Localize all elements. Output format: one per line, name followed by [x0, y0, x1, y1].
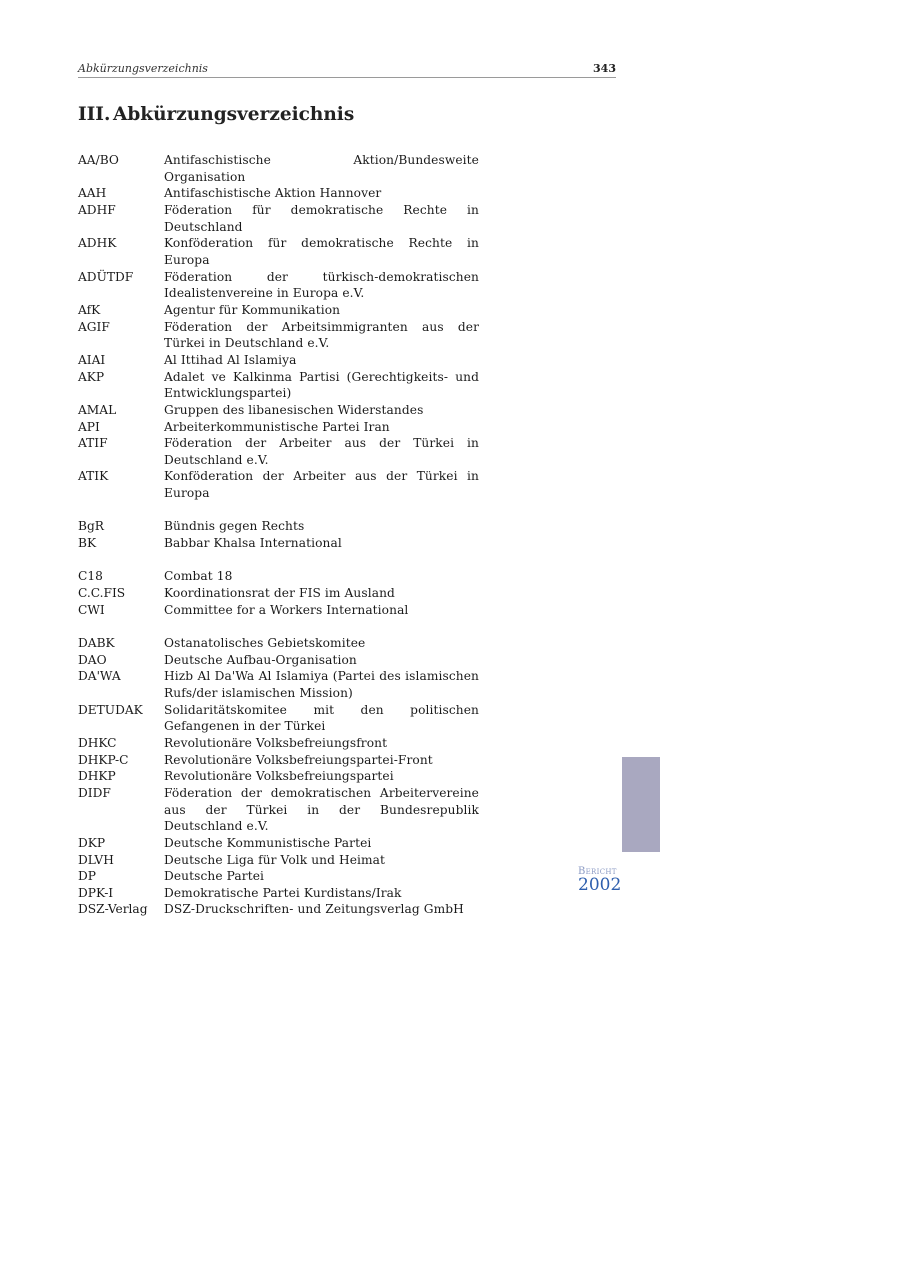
abbreviation-entry: [78, 901, 498, 918]
abbreviation-entry: [78, 752, 498, 769]
definition: Bündnis gegen Rechts: [164, 519, 305, 534]
abbreviation: AGIF: [78, 319, 110, 334]
definition: Arbeiterkommunistische Partei Iran: [164, 419, 390, 434]
chapter-numeral: III.: [78, 104, 111, 125]
logo-word: Bericht: [578, 866, 617, 877]
abbreviation: BgR: [78, 519, 104, 534]
definition: Agentur für Kommunikation: [164, 302, 341, 317]
abbreviation: DHKP-C: [78, 752, 129, 767]
abbreviation-entry: [78, 235, 498, 268]
abbreviation: C18: [78, 569, 103, 584]
abbreviation-entry: [78, 868, 498, 885]
definition: Revolutionäre Volksbefreiungspartei: [164, 769, 394, 784]
definition: Adalet ve Kalkinma Partisi (Gerechtigkeits- und Entwicklungspartei): [164, 369, 479, 401]
page-number: 343: [593, 62, 616, 75]
abbreviation: AIAI: [78, 352, 106, 367]
abbreviation-entry: [78, 702, 498, 735]
abbreviation: DIDF: [78, 785, 111, 800]
definition: Konföderation für demokratische Rechte in Europa: [164, 236, 479, 267]
definition: Antifaschistische Aktion/Bundesweite Organisation: [164, 153, 479, 184]
definition: Revolutionäre Volksbefreiungsfront: [164, 735, 388, 750]
abbreviation: DA'WA: [78, 669, 121, 684]
abbreviation-entry: [78, 419, 498, 436]
definition: Antifaschistische Aktion Hannover: [164, 186, 382, 201]
abbreviation-entry: [78, 652, 498, 669]
abbreviation-entry: [78, 835, 498, 852]
abbreviation-entry: [78, 735, 498, 752]
chapter-marker-bar: [622, 757, 660, 852]
definition: Hizb Al Da'Wa Al Islamiya (Partei des islamischen Rufs/der islamischen Mission): [164, 669, 479, 700]
abbreviation: ATIK: [78, 469, 109, 484]
definition: Föderation der Arbeiter aus der Türkei in Deutschland e.V.: [164, 436, 479, 467]
abbreviation: DHKC: [78, 735, 117, 750]
abbreviation: ADÜTDF: [78, 269, 134, 284]
definition: DSZ-Druckschriften- und Zeitungsverlag GmbH: [164, 902, 464, 917]
abbreviation-entry: [78, 885, 498, 902]
abbreviation-entry: [78, 369, 498, 402]
abbreviation-entry: [78, 568, 498, 585]
abbreviation: AMAL: [78, 402, 117, 417]
chapter-title: [78, 103, 354, 127]
abbreviation: AAH: [78, 186, 107, 201]
group-gap: [78, 502, 498, 519]
definition: Deutsche Kommunistische Partei: [164, 835, 372, 850]
chapter-title-text: Abkürzungsverzeichnis: [113, 104, 355, 125]
definition: Solidaritätskomitee mit den politischen Gefangenen in der Türkei: [164, 702, 479, 734]
definition: Deutsche Aufbau-Organisation: [164, 652, 357, 667]
abbreviation: CWI: [78, 602, 105, 617]
definition: Deutsche Liga für Volk und Heimat: [164, 852, 386, 867]
abbreviation-entry: [78, 602, 498, 619]
logo-year: 2002: [578, 875, 622, 895]
definition: Committee for a Workers International: [164, 602, 409, 617]
abbreviation-entry: [78, 535, 498, 552]
abbreviation-entry: [78, 352, 498, 369]
running-title: Abkürzungsverzeichnis: [78, 62, 208, 75]
definition: Koordinationsrat der FIS im Ausland: [164, 586, 395, 601]
group-gap: [78, 552, 498, 569]
running-head: [78, 62, 616, 78]
abbreviation: DPK-I: [78, 885, 114, 900]
abbreviation-entry: [78, 768, 498, 785]
abbreviation: ATIF: [78, 436, 108, 451]
abbreviation-entry: [78, 668, 498, 701]
definition: Konföderation der Arbeiter aus der Türkei in Europa: [164, 469, 479, 501]
abbreviation-entry: [78, 319, 498, 352]
abbreviation-entry: [78, 202, 498, 235]
abbreviation: DHKP: [78, 769, 116, 784]
abbreviation: ADHF: [78, 202, 116, 217]
abbreviation-entry: [78, 269, 498, 302]
abbreviation: DP: [78, 869, 96, 884]
abbreviation-entry: [78, 518, 498, 535]
definition: Föderation der demokratischen Arbeitervereine aus der Türkei in der Bundesrepublik Deutschland e.V.: [164, 785, 479, 834]
group-gap: [78, 618, 498, 635]
abbreviation-entry: [78, 402, 498, 419]
abbreviation: DAO: [78, 652, 107, 667]
abbreviation: BK: [78, 536, 97, 551]
definition: Babbar Khalsa International: [164, 536, 342, 551]
definition: Föderation der türkisch-demokratischen Idealistenvereine in Europa e.V.: [164, 269, 479, 301]
abbreviation: C.C.FIS: [78, 586, 126, 601]
abbreviation: DSZ-Verlag: [78, 902, 148, 917]
abbreviation-entry: [78, 635, 498, 652]
abbreviation: DKP: [78, 835, 106, 850]
abbreviation-list: [78, 152, 498, 918]
definition: Revolutionäre Volksbefreiungspartei-Front: [164, 752, 433, 767]
definition: Al Ittihad Al Islamiya: [164, 352, 297, 367]
abbreviation: AA/BO: [78, 153, 119, 167]
definition: Combat 18: [164, 569, 233, 584]
definition: Gruppen des libanesischen Widerstandes: [164, 402, 424, 417]
report-logo: [578, 866, 638, 894]
definition: Föderation der Arbeitsimmigranten aus der Türkei in Deutschland e.V.: [164, 319, 479, 351]
abbreviation: DABK: [78, 635, 115, 650]
abbreviation: AKP: [78, 369, 105, 384]
abbreviation-entry: [78, 468, 498, 501]
definition: Demokratische Partei Kurdistans/Irak: [164, 885, 402, 900]
definition: Föderation für demokratische Rechte in Deutschland: [164, 202, 479, 234]
abbreviation: AfK: [78, 302, 101, 317]
definition: Ostanatolisches Gebietskomitee: [164, 635, 366, 650]
abbreviation: API: [78, 419, 100, 434]
abbreviation: DETUDAK: [78, 702, 143, 717]
abbreviation-entry: [78, 302, 498, 319]
abbreviation-entry: [78, 852, 498, 869]
abbreviation-entry: [78, 185, 498, 202]
definition: Deutsche Partei: [164, 869, 264, 884]
abbreviation-entry: [78, 152, 498, 185]
abbreviation-entry: [78, 785, 498, 835]
abbreviation-entry: [78, 435, 498, 468]
abbreviation: DLVH: [78, 852, 114, 867]
abbreviation-entry: [78, 585, 498, 602]
abbreviation: ADHK: [78, 236, 117, 251]
